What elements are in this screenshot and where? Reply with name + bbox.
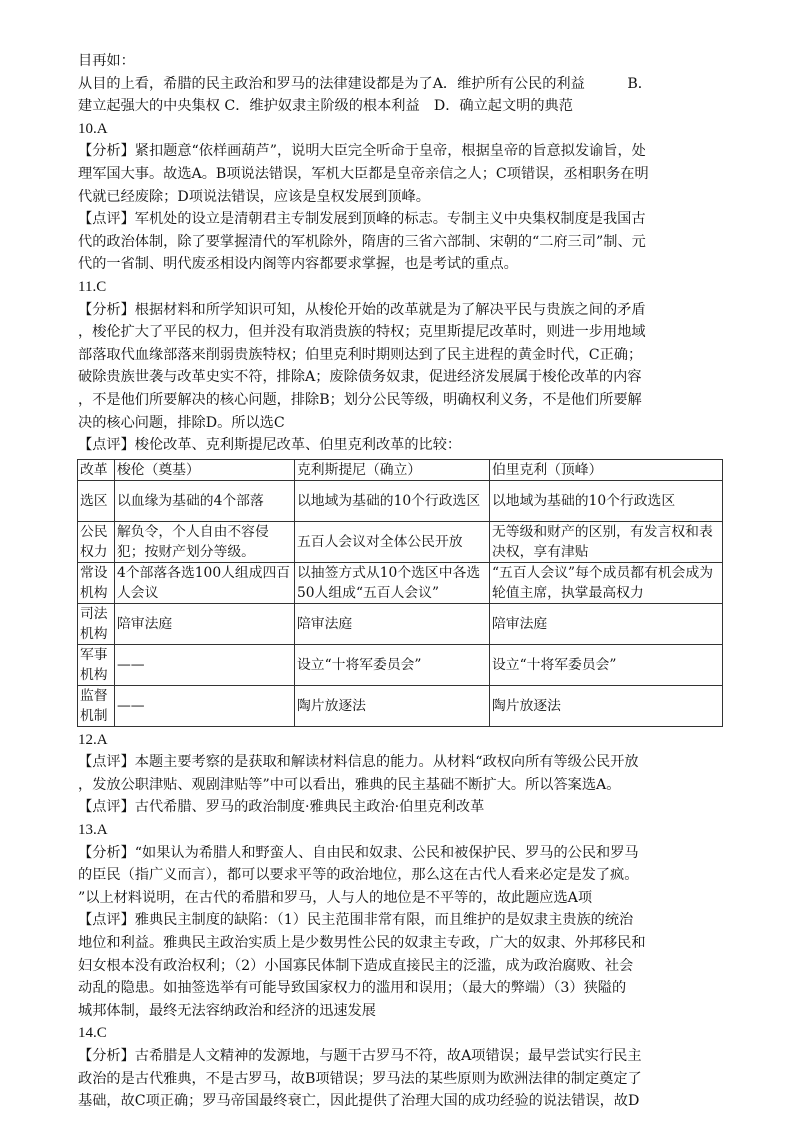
table-cell: 设立“十将军委员会” bbox=[295, 644, 490, 685]
text-block-top bbox=[78, 50, 718, 457]
table-header-row bbox=[78, 459, 723, 480]
table-cell: 司法机构 bbox=[78, 603, 115, 644]
table-cell: “五百人会议”每个成员都有机会成为轮值主席，执掌最高权力 bbox=[490, 562, 723, 603]
text-line: 妇女根本没有政治权利；（2）小国寡民体制下造成直接民主的泛滥，成为政治腐败、社会 bbox=[78, 957, 634, 974]
table-cell: —— bbox=[115, 685, 295, 726]
table-row bbox=[78, 603, 723, 644]
text-line: 【点评】梭伦改革、克利斯提尼改革、伯里克利改革的比较： bbox=[78, 437, 462, 454]
text-line: 从目的上看，希腊的民主政治和罗马的法律建设都是为了A．维护所有公民的利益 B． bbox=[78, 75, 652, 92]
table-cell: 公民权力 bbox=[78, 521, 115, 562]
text-line: 【分析】“如果认为希腊人和野蛮人、自由民和奴隶、公民和被保护民、罗马的公民和罗马 bbox=[78, 844, 639, 861]
text-line: 部落取代血缘部落来削弱贵族特权；伯里克利时期则达到了民主进程的黄金时代，C正确； bbox=[78, 346, 643, 363]
text-line: 地位和利益。雅典民主政治实质上是少数男性公民的奴隶主专政，广大的奴隶、外邦移民和 bbox=[78, 935, 646, 952]
table-cell: 五百人会议对全体公民开放 bbox=[295, 521, 490, 562]
table-cell: 设立“十将军委员会” bbox=[490, 644, 723, 685]
table-header-cell: 改革 bbox=[78, 459, 115, 480]
table-row bbox=[78, 644, 723, 685]
document-page bbox=[78, 50, 718, 1113]
table-cell: 陪审法庭 bbox=[295, 603, 490, 644]
text-line: 【分析】紧扣题意“依样画葫芦”，说明大臣完全听命于皇帝，根据皇帝的旨意拟发谕旨，处 bbox=[78, 143, 646, 160]
table-row bbox=[78, 480, 723, 521]
question-number: 14.C bbox=[78, 1025, 107, 1042]
table-cell: 无等级和财产的区别，有发言权和表决权，享有津贴 bbox=[490, 521, 723, 562]
table-cell: 4个部落各选100人组成四百人会议 bbox=[115, 562, 295, 603]
text-line: 政治的是古代雅典，不是古罗马，故B项错误；罗马法的某些原则为欧洲法律的制定奠定了 bbox=[78, 1070, 642, 1087]
table-row bbox=[78, 521, 723, 562]
text-line: 理军国大事。故选A。B项说法错误，军机大臣都是皇帝亲信之人；C项错误，丞相职务在明 bbox=[78, 165, 649, 182]
text-line: 动乱的隐患。如抽签选举有可能导致国家权力的滥用和误用；（最大的弊端）（3）狭隘的 bbox=[78, 980, 627, 997]
question-number: 10.A bbox=[78, 120, 108, 137]
table-row bbox=[78, 685, 723, 726]
table-cell: 陶片放逐法 bbox=[490, 685, 723, 726]
text-line: 代的一省制、明代废丞相设内阁等内容都要求掌握，也是考试的重点。 bbox=[78, 256, 518, 273]
text-line: ，发放公职津贴、观剧津贴等”中可以看出，雅典的民主基础不断扩大。所以答案选A。 bbox=[78, 776, 621, 793]
text-line: 【点评】古代希腊、罗马的政治制度·雅典民主政治·伯里克利改革 bbox=[78, 799, 485, 816]
question-number: 12.A bbox=[78, 731, 108, 748]
text-line: 【点评】雅典民主制度的缺陷：（1）民主范围非常有限，而且维护的是奴隶主贵族的统治 bbox=[78, 912, 634, 929]
table-cell: 陪审法庭 bbox=[115, 603, 295, 644]
table-cell: 选区 bbox=[78, 480, 115, 521]
comparison-table bbox=[77, 459, 723, 727]
table-cell: —— bbox=[115, 644, 295, 685]
table-cell: 陪审法庭 bbox=[490, 603, 723, 644]
table-cell: 军事机构 bbox=[78, 644, 115, 685]
table-cell: 常设机构 bbox=[78, 562, 115, 603]
text-line: 建立起强大的中央集权 C．维护奴隶主阶级的根本利益 D．确立起文明的典范 bbox=[78, 98, 573, 115]
table-cell: 陶片放逐法 bbox=[295, 685, 490, 726]
text-line: 【分析】根据材料和所学知识可知，从梭伦开始的改革就是为了解决平民与贵族之间的矛盾 bbox=[78, 301, 646, 318]
table-cell: 以血缘为基础的4个部落 bbox=[115, 480, 295, 521]
table-header-cell: 克利斯提尼（确立） bbox=[295, 459, 490, 480]
table-cell: 以地域为基础的10个行政选区 bbox=[490, 480, 723, 521]
question-number: 11.C bbox=[78, 278, 107, 295]
table-cell: 监督机制 bbox=[78, 685, 115, 726]
text-line: 的臣民（指广义而言），都可以要求平等的政治地位，那么这在古代人看来必定是发了疯。 bbox=[78, 867, 639, 884]
table-header-cell: 梭伦（奠基） bbox=[115, 459, 295, 480]
text-line: 城邦体制，最终无法容纳政治和经济的迅速发展 bbox=[78, 1002, 376, 1019]
table-row bbox=[78, 562, 723, 603]
question-number: 13.A bbox=[78, 822, 108, 839]
text-line: 代就已经废除；D项说法错误，应该是皇权发展到顶峰。 bbox=[78, 188, 430, 205]
text-line: 目再如： bbox=[78, 53, 135, 69]
table-cell: 以地域为基础的10个行政选区 bbox=[295, 480, 490, 521]
text-block-bottom bbox=[78, 729, 718, 1113]
table-cell: 以抽签方式从10个选区中各选50人组成“五百人会议” bbox=[295, 562, 490, 603]
text-line: 【点评】军机处的设立是清朝君主专制发展到顶峰的标志。专制主义中央集权制度是我国古 bbox=[78, 211, 646, 228]
text-line: 【点评】本题主要考察的是获取和解读材料信息的能力。从材料“政权向所有等级公民开放 bbox=[78, 754, 639, 771]
text-line: 基础，故C项正确；罗马帝国最终衰亡，因此提供了治理大国的成功经验的说法错误，故D bbox=[78, 1093, 640, 1110]
table-cell: 解负令，个人自由不容侵犯；按财产划分等级。 bbox=[115, 521, 295, 562]
text-line: 【分析】古希腊是人文精神的发源地，与题干古罗马不符，故A项错误；最早尝试实行民主 bbox=[78, 1048, 642, 1064]
text-line: 破除贵族世袭与改革史实不符，排除A；废除债务奴隶，促进经济发展属于梭伦改革的内容 bbox=[78, 369, 642, 386]
text-line: ”以上材料说明，在古代的希腊和罗马，人与人的地位是不平等的，故此题应选A项 bbox=[78, 889, 593, 906]
text-line: ，不是他们所要解决的核心问题，排除B；划分公民等级，明确权利义务，不是他们所要解 bbox=[78, 391, 642, 408]
text-line: 决的核心问题，排除D。所以选C bbox=[78, 414, 285, 431]
text-line: ，梭伦扩大了平民的权力，但并没有取消贵族的特权；克里斯提尼改革时，则进一步用地域 bbox=[78, 324, 646, 341]
text-line: 代的政治体制，除了要掌握清代的军机除外，隋唐的三省六部制、宋朝的“二府三司”制、元 bbox=[78, 233, 646, 250]
table-header-cell: 伯里克利（顶峰） bbox=[490, 459, 723, 480]
